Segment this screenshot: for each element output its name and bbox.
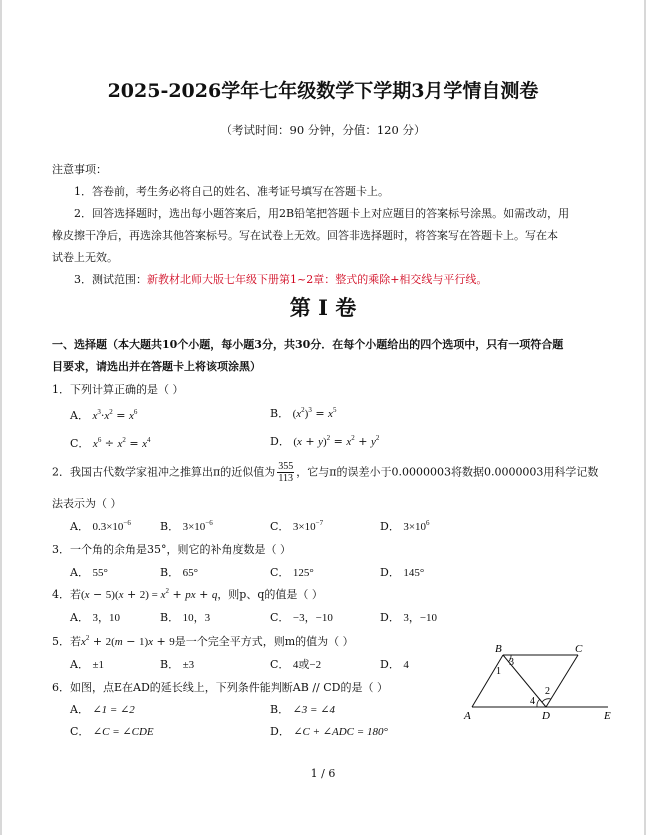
- q6-option-c[interactable]: C． ∠C = ∠CDE: [70, 725, 154, 738]
- part1-instructions-line2: 目要求，请选出并在答题卡上将该项涂黑）: [52, 360, 261, 373]
- q5-stem: 5．若$x^2 + 2(m - 1)x + 9$是一个完全平方式，则m的值为（ ）: [52, 634, 354, 648]
- q1-option-c[interactable]: C． $x^6 \div x^2 = x^4$: [70, 436, 151, 450]
- segment-ab: [472, 655, 503, 707]
- notes-heading: 注意事项：: [52, 163, 107, 176]
- q3-option-a[interactable]: A． 55°: [70, 566, 108, 579]
- q2-option-d[interactable]: D． $3\times 10^6$: [380, 519, 430, 533]
- q6-stem: 6．如图，点E在AD的延长线上，下列条件能判断AB // CD的是（ ）: [52, 681, 388, 694]
- q5-option-b[interactable]: B． ±3: [160, 658, 195, 671]
- q3-option-d[interactable]: D． 145°: [380, 566, 425, 579]
- q5-option-c[interactable]: C． 4或−2: [270, 658, 322, 671]
- q2-option-a[interactable]: A． $0.3\times 10^{-6}$: [70, 519, 131, 533]
- q5-option-d[interactable]: D． 4: [380, 658, 409, 671]
- q1-stem: 1．下列计算正确的是（ ）: [52, 383, 184, 396]
- q6-option-d[interactable]: D． ∠C + ∠ADC = 180°: [270, 725, 388, 738]
- angle-1-label: 1: [496, 666, 501, 677]
- q1-option-d[interactable]: D． $(x + y)^2 = x^2 + y^2$: [270, 434, 380, 448]
- q4-option-c[interactable]: C． −3，−10: [270, 611, 333, 624]
- page-title: 2025-2026学年七年级数学下学期3月学情自测卷: [107, 80, 539, 102]
- note-3-prefix: 3．测试范围：: [74, 273, 147, 286]
- note-2-line1: 2．回答选择题时，选出每小题答案后，用2B铅笔把答题卡上对应题目的答案标号涂黑。如需改动，用: [74, 207, 570, 220]
- note-1: 1．答卷前，考生务必将自己的姓名、准考证号填写在答题卡上。: [74, 185, 389, 198]
- note-3: [74, 271, 487, 287]
- q1-option-a[interactable]: A． $x^3\cdot x^2 = x^6$: [70, 408, 138, 422]
- q2-stem-cont: 法表示为（ ）: [52, 497, 122, 510]
- q2-option-c[interactable]: C． $3\times 10^{-7}$: [270, 519, 324, 533]
- q1-option-b[interactable]: B． $(x^2)^3 = x^5$: [270, 406, 337, 420]
- test-scope: 新教材北师大版七年级下册第1~2章：整式的乘除+相交线与平行线。: [147, 273, 488, 286]
- q4-stem: 4．若$(x - 5)(x + 2) = x^2$ + px + q，则p、q的值是（ ）: [52, 587, 323, 601]
- q6-option-b[interactable]: B． ∠3 = ∠4: [270, 703, 335, 716]
- q4-option-d[interactable]: D． 3，−10: [380, 611, 438, 624]
- pi-fraction: $\frac{355}{113}$: [278, 461, 294, 484]
- point-a-label: A: [464, 710, 471, 722]
- q5-option-a[interactable]: A． ±1: [70, 658, 104, 671]
- q4-option-a[interactable]: A． 3，10: [70, 611, 120, 624]
- q2-stem: 2．我国古代数学家祖冲之推算出π的近似值为 $\frac{355}{113}$ ，它与π的误差小于0.0000003将数据0.0000003用科学记数: [52, 461, 599, 484]
- page-number: 1 / 6: [310, 767, 336, 780]
- q6-option-a[interactable]: A． ∠1 = ∠2: [70, 703, 135, 716]
- part1-instructions-line1: 一、选择题（本大题共10个小题，每小题3分，共30分．在每个小题给出的四个选项中，只有一项符合题: [52, 338, 564, 351]
- q2-option-b[interactable]: B． $3\times 10^{-6}$: [160, 519, 213, 533]
- angle-2-label: 2: [545, 686, 550, 697]
- point-e-label: E: [604, 710, 611, 722]
- point-d-label: D: [542, 710, 550, 722]
- q3-option-c[interactable]: C． 125°: [270, 566, 314, 579]
- q3-stem: 3．一个角的余角是35°，则它的补角度数是（ ）: [52, 543, 291, 556]
- angle-4-arc: [537, 699, 540, 707]
- q4-option-b[interactable]: B． 10，3: [160, 611, 211, 624]
- section-title: 第 I 卷: [289, 295, 357, 320]
- exam-info: （考试时间：90 分钟，分值：120 分）: [220, 123, 426, 137]
- point-c-label: C: [575, 643, 583, 655]
- angle-3-label: 3: [509, 657, 514, 668]
- note-2-line3: 试卷上无效。: [52, 251, 118, 264]
- geometry-figure: [460, 640, 620, 722]
- q3-option-b[interactable]: B． 65°: [160, 566, 198, 579]
- angle-4-label: 4: [530, 696, 535, 707]
- note-2-line2: 橡皮擦干净后，再选涂其他答案标号。写在试卷上无效。回答非选择题时，将答案写在答题卡上。写在本: [52, 229, 558, 242]
- point-b-label: B: [495, 643, 502, 655]
